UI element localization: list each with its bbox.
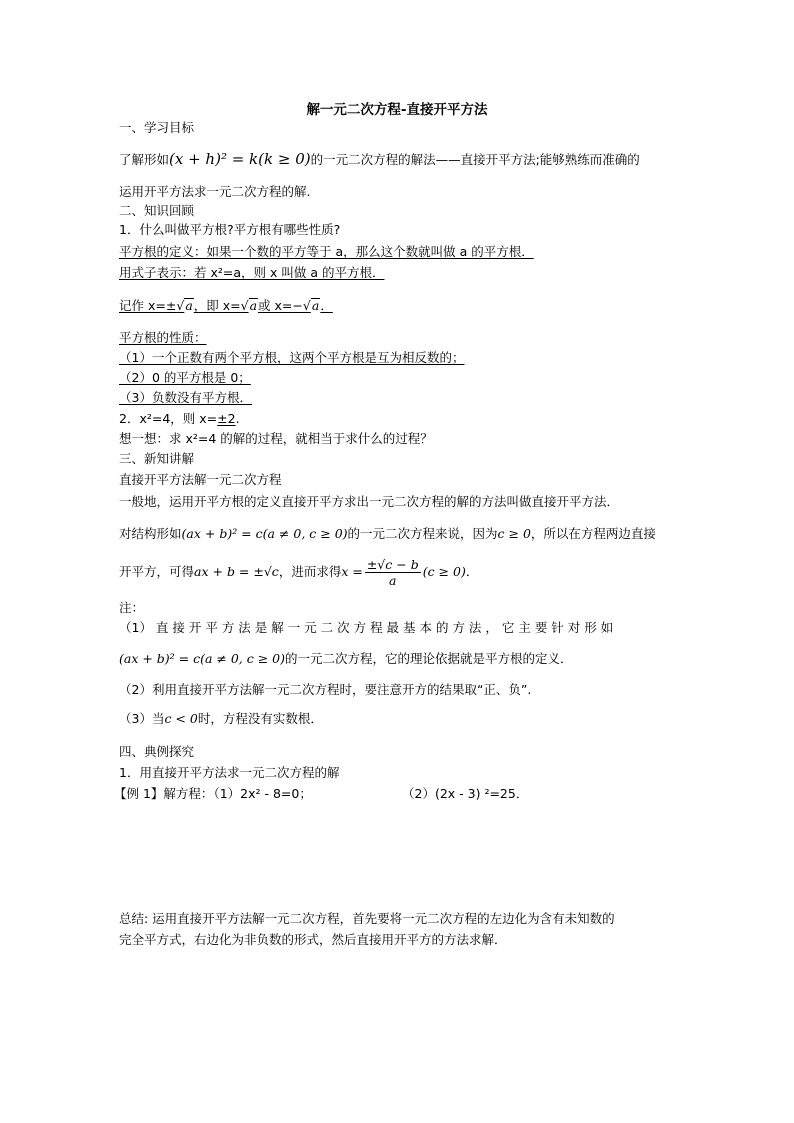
section-heading-new: 三、新知讲解	[119, 451, 195, 466]
notation-end: ．	[320, 298, 333, 313]
note-3-post: 时，方程没有实数根．	[197, 711, 323, 726]
p3-x: x =	[341, 564, 363, 579]
fraction-numerator: ±√c − b	[366, 557, 419, 572]
p3-mid: ，进而求得	[278, 564, 342, 579]
note-2: （2）利用直接开平方法解一元二次方程时，要注意开方的结果取“正、负”.	[119, 682, 532, 697]
method-paragraph-1: 一般地，运用开平方根的定义直接开平方求出一元二次方程的解的方法叫做直接开平方法．	[119, 494, 620, 509]
goal-paragraph	[119, 151, 640, 168]
question-2	[119, 411, 240, 427]
method-subheading: 直接开平方法解一元二次方程	[119, 472, 282, 487]
p2-pre: 对结构形如	[119, 526, 182, 541]
property-1: （1）一个正数有两个平方根，这两个平方根是互为相反数的；	[119, 350, 465, 365]
example-1-part-b: （2）(2x - 3) ²=25．	[402, 786, 529, 801]
note-label: 注：	[119, 600, 145, 615]
note-1-line1: （1） 直 接 开 平 方 法 是 解 一 元 二 次 方 程 最 基 本 的 方 法 ， 它 主 要 针 对 形 如	[119, 620, 614, 635]
summary-line-1: 总结: 运用直接开平方法解一元二次方程，首先要将一元二次方程的左边化为含有未知数的	[119, 911, 615, 926]
goal-formula: (x + h)² = k(k ≥ 0)	[169, 150, 311, 168]
think-line: 想一想：求 x²=4 的解的过程，就相当于求什么的过程？	[119, 431, 433, 446]
question-2-text: 2．x²=4，则 x=	[119, 411, 218, 426]
fraction-denominator: a	[389, 573, 397, 588]
p3-formula: ax + b = ±√c	[194, 564, 279, 579]
property-2: （2）0 的平方根是 0；	[119, 370, 251, 385]
p2-formula: (ax + b)² = c(a ≠ 0, c ≥ 0)	[181, 526, 348, 541]
p2-condition: c ≥ 0	[497, 526, 531, 541]
note-1-line2	[119, 651, 573, 667]
goal-line2: 运用开平方法求一元二次方程的解.	[119, 184, 311, 199]
section-heading-review: 二、知识回顾	[119, 203, 195, 218]
example-1-line	[114, 786, 312, 802]
notation-mid1: ，即 x=	[193, 298, 241, 313]
notation-pre: 记作 x=	[119, 298, 166, 313]
question-2-answer: ±2	[217, 411, 236, 426]
section-heading-goals: 一、学习目标	[119, 120, 195, 135]
note-1-text: 的一元二次方程，它的理论依据就是平方根的定义．	[285, 651, 573, 666]
p3-pre: 开平方，可得	[119, 564, 195, 579]
method-paragraph-2	[119, 526, 656, 542]
p2-mid: 的一元二次方程来说，因为	[347, 526, 498, 541]
note-1-formula: (ax + b)² = c(a ≠ 0, c ≥ 0)	[119, 651, 286, 666]
note-3	[119, 711, 323, 727]
note-3-pre: （3）当	[119, 711, 165, 726]
method-paragraph-3	[119, 556, 478, 588]
question-2-end: .	[235, 411, 240, 426]
note-3-formula: c < 0	[164, 711, 198, 726]
goal-text-post: 的一元二次方程的解法——直接开平方法;能够熟练而准确的	[310, 152, 640, 167]
p3-end: ．	[465, 564, 479, 579]
question-1: 1．什么叫做平方根?平方根有哪些性质?	[119, 222, 341, 237]
goal-text-pre: 了解形如	[119, 152, 170, 167]
definition-line: 平方根的定义：如果一个数的平方等于 a，那么这个数就叫做 a 的平方根．	[119, 244, 534, 259]
properties-heading: 平方根的性质：	[119, 330, 207, 345]
property-3: （3）负数没有平方根．	[119, 390, 252, 405]
examples-subheading: 1．用直接开平方法求一元二次方程的解	[119, 765, 340, 780]
solution-fraction	[365, 557, 421, 588]
expression-line: 用式子表示：若 x²=a，则 x 叫做 a 的平方根．	[119, 265, 385, 280]
page-title: 解一元二次方程-直接开平方法	[306, 102, 488, 118]
notation-mid2: 或 x=	[258, 298, 293, 313]
p3-condition: (c ≥ 0)	[422, 564, 466, 579]
section-heading-examples: 四、典例探究	[119, 744, 195, 759]
summary-line-2: 完全平方式，右边化为非负数的形式，然后直接用开平方的方法求解．	[119, 932, 507, 947]
example-1-part-a: （1）2x² - 8=0；	[213, 786, 312, 801]
notation-line: 记作 x=±√a，即 x=√a或 x=−√a．	[119, 298, 333, 313]
example-1-label: 【例 1】解方程：	[114, 786, 214, 801]
p2-post: ，所以在方程两边直接	[530, 526, 656, 541]
